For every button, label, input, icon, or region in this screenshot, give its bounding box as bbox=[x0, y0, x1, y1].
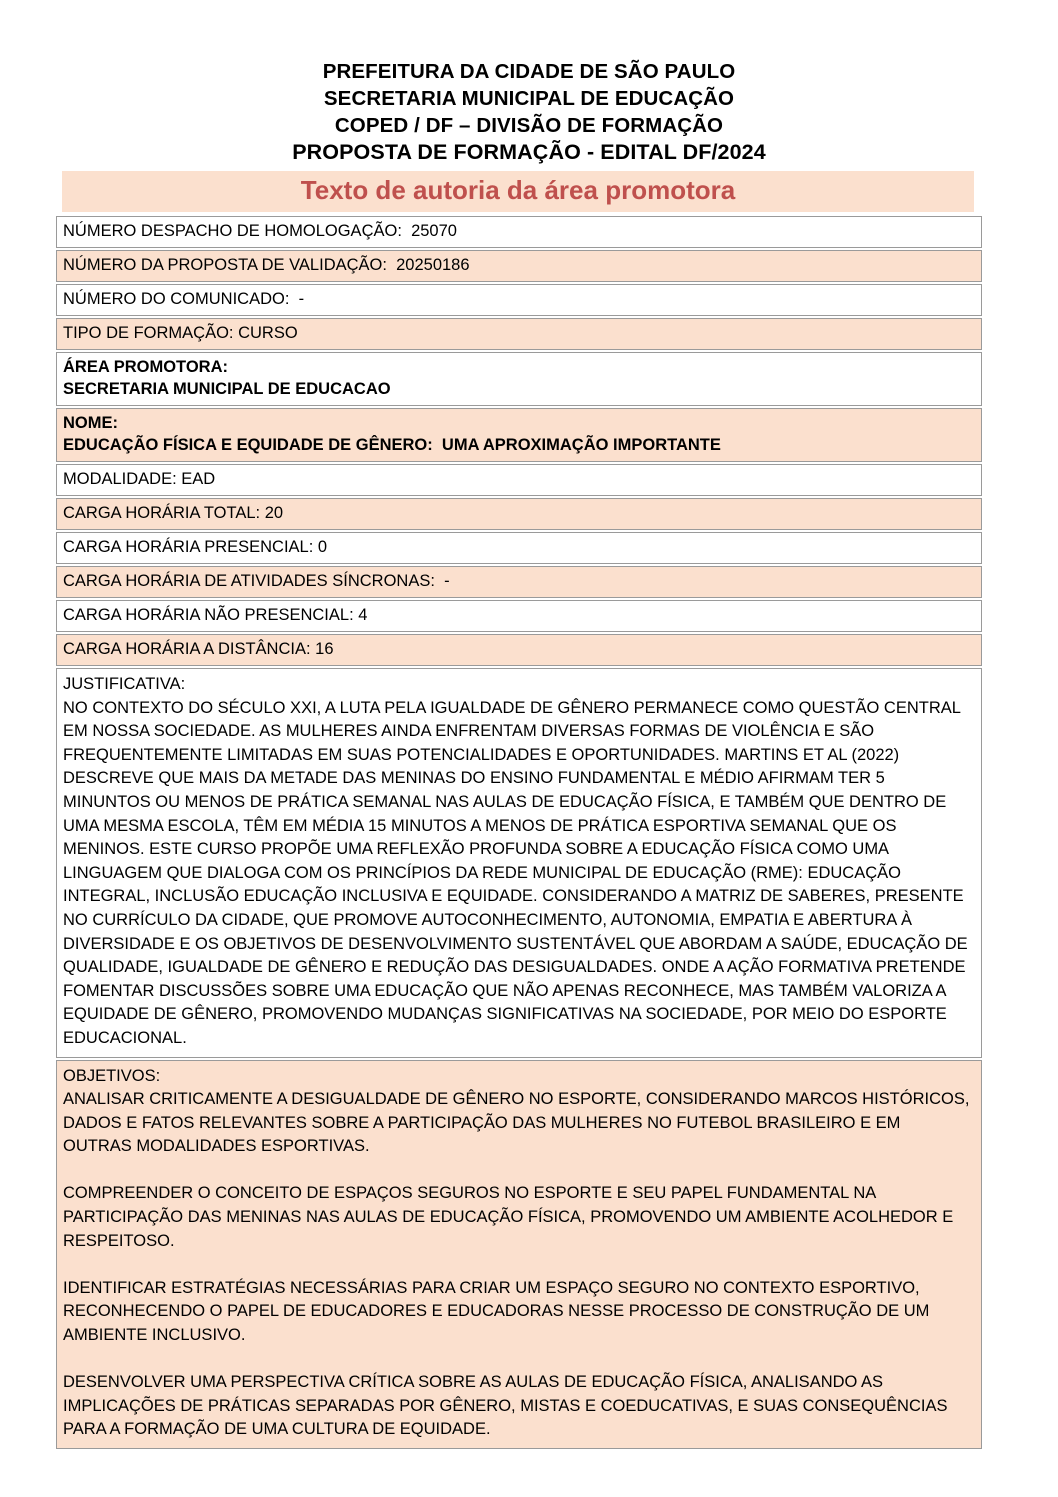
field-text: NÚMERO DO COMUNICADO: - bbox=[63, 290, 305, 308]
objetivos-paragraph-2: COMPREENDER O CONCEITO DE ESPAÇOS SEGUROS NO ESPORTE E SEU PAPEL FUNDAMENTAL NA PARTICIPAÇÃO DAS MENINAS NAS AULAS DE EDUCAÇÃO FÍSICA, PROMOVENDO UM AMBIENTE ACOLHEDOR E RESPEITOSO. bbox=[63, 1184, 958, 1250]
justificativa-label: JUSTIFICATIVA: bbox=[63, 675, 186, 693]
field-modalidade bbox=[56, 464, 982, 496]
banner-title: Texto de autoria da área promotora bbox=[300, 175, 736, 205]
table-row bbox=[56, 600, 982, 632]
title-banner bbox=[62, 171, 974, 212]
field-numero-despacho bbox=[56, 216, 982, 248]
table-row bbox=[56, 318, 982, 350]
objetivos-label: OBJETIVOS: bbox=[63, 1066, 161, 1085]
field-area-promotora bbox=[56, 352, 982, 406]
field-text: CARGA HORÁRIA TOTAL: 20 bbox=[63, 504, 284, 522]
table-row bbox=[56, 498, 982, 530]
field-text: NÚMERO DA PROPOSTA DE VALIDAÇÃO: 20250186 bbox=[63, 256, 470, 274]
proposal-fields-table bbox=[56, 214, 982, 1451]
field-text: NÚMERO DESPACHO DE HOMOLOGAÇÃO: 25070 bbox=[63, 222, 457, 240]
header-line-3: COPED / DF – DIVISÃO DE FORMAÇÃO bbox=[334, 114, 724, 137]
field-value: EDUCAÇÃO FÍSICA E EQUIDADE DE GÊNERO: UMA APROXIMAÇÃO IMPORTANTE bbox=[63, 436, 721, 454]
objetivos-spacer bbox=[63, 1348, 973, 1372]
field-carga-horaria-nao-presencial bbox=[56, 600, 982, 632]
objetivos-paragraph-4: DESENVOLVER UMA PERSPECTIVA CRÍTICA SOBRE AS AULAS DE EDUCAÇÃO FÍSICA, ANALISANDO AS IMPLICAÇÕES DE PRÁTICAS SEPARADAS POR GÊNERO, MISTAS E COEDUCATIVAS, E SUAS CONSEQUÊNCIAS PARA A FORMAÇÃO DE UMA CULTURA DE EQUIDADE. bbox=[63, 1373, 953, 1439]
field-carga-horaria-sincronas bbox=[56, 566, 982, 598]
table-row bbox=[56, 1060, 982, 1450]
field-tipo-formacao bbox=[56, 318, 982, 350]
table-row bbox=[56, 634, 982, 666]
field-value: SECRETARIA MUNICIPAL DE EDUCACAO bbox=[63, 380, 391, 398]
field-carga-horaria-distancia bbox=[56, 634, 982, 666]
objetivos-paragraph-1: ANALISAR CRITICAMENTE A DESIGUALDADE DE GÊNERO NO ESPORTE, CONSIDERANDO MARCOS HISTÓRICOS, DADOS E FATOS RELEVANTES SOBRE A PARTICIPAÇÃO DAS MULHERES NO FUTEBOL BRASILEIRO E EM OUTRAS MODALIDADES ESPORTIVAS. bbox=[63, 1090, 975, 1156]
field-carga-horaria-total bbox=[56, 498, 982, 530]
header-line-4: PROPOSTA DE FORMAÇÃO - EDITAL DF/2024 bbox=[292, 140, 766, 164]
table-row bbox=[56, 464, 982, 496]
header-line-1: PREFEITURA DA CIDADE DE SÃO PAULO bbox=[322, 60, 736, 83]
table-row bbox=[56, 352, 982, 406]
field-text: CARGA HORÁRIA PRESENCIAL: 0 bbox=[63, 538, 328, 556]
field-numero-proposta bbox=[56, 250, 982, 282]
field-nome bbox=[56, 408, 982, 462]
field-label: ÁREA PROMOTORA: bbox=[63, 358, 228, 376]
header-line-2: SECRETARIA MUNICIPAL DE EDUCAÇÃO bbox=[323, 87, 735, 110]
field-text: TIPO DE FORMAÇÃO: CURSO bbox=[63, 324, 298, 342]
table-row bbox=[56, 250, 982, 282]
document-header bbox=[0, 0, 1058, 166]
objetivos-spacer bbox=[63, 1159, 973, 1183]
table-row bbox=[56, 532, 982, 564]
field-label: NOME: bbox=[63, 414, 118, 432]
table-row bbox=[56, 216, 982, 248]
field-carga-horaria-presencial bbox=[56, 532, 982, 564]
field-text: MODALIDADE: EAD bbox=[63, 470, 216, 488]
table-row bbox=[56, 284, 982, 316]
field-numero-comunicado bbox=[56, 284, 982, 316]
justificativa-body: NO CONTEXTO DO SÉCULO XXI, A LUTA PELA IGUALDADE DE GÊNERO PERMANECE COMO QUESTÃO CENTRAL EM NOSSA SOCIEDADE. AS MULHERES AINDA ENFRENTAM DIVERSAS FORMAS DE VIOLÊNCIA E SÃO FREQUENTEMENTE LIMITADAS EM SUAS POTENCIALIDADES E OPORTUNIDADES. MARTINS ET AL (2022) DESCREVE QUE MAIS DA METADE DAS MENINAS DO ENSINO FUNDAMENTAL E MÉDIO AFIRMAM TER 5 MINUNTOS OU MENOS DE PRÁTICA SEMANAL NAS AULAS DE EDUCAÇÃO FÍSICA, E TAMBÉM QUE DENTRO DE UMA MESMA ESCOLA, TÊM EM MÉDIA 15 MINUTOS A MENOS DE PRÁTICA ESPORTIVA SEMANAL QUE OS MENINOS. ESTE CURSO PROPÕE UMA REFLEXÃO PROFUNDA SOBRE A EDUCAÇÃO FÍSICA COMO UMA LINGUAGEM QUE DIALOGA COM OS PRINCÍPIOS DA REDE MUNICIPAL DE EDUCAÇÃO (RME): EDUCAÇÃO INTEGRAL, INCLUSÃO EDUCAÇÃO INCLUSIVA E EQUIDADE. CONSIDERANDO A MATRIZ DE SABERES, PRESENTE NO CURRÍCULO DA CIDADE, QUE PROMOVE AUTOCONHECIMENTO, AUTONOMIA, EMPATIA E ABERTURA À DIVERSIDADE E OS OBJETIVOS DE DESENVOLVIMENTO SUSTENTÁVEL QUE ABORDAM A SAÚDE, EDUCAÇÃO DE QUALIDADE, IGUALDADE DE GÊNERO E REDUÇÃO DAS DESIGUALDADES. ONDE A AÇÃO FORMATIVA PRETENDE FOMENTAR DISCUSSÕES SOBRE UMA EDUCAÇÃO QUE NÃO APENAS RECONHECE, MAS TAMBÉM VALORIZA A EQUIDADE DE GÊNERO, PROMOVENDO MUDANÇAS SIGNIFICATIVAS NA SOCIEDADE, POR MEIO DO ESPORTE EDUCACIONAL. bbox=[63, 698, 973, 1047]
field-text: CARGA HORÁRIA A DISTÂNCIA: 16 bbox=[63, 640, 334, 658]
field-text: CARGA HORÁRIA NÃO PRESENCIAL: 4 bbox=[63, 606, 368, 624]
table-row bbox=[56, 566, 982, 598]
objetivos-spacer bbox=[63, 1253, 973, 1277]
table-row bbox=[56, 408, 982, 462]
table-row bbox=[56, 668, 982, 1058]
section-objetivos bbox=[56, 1060, 982, 1450]
field-text: CARGA HORÁRIA DE ATIVIDADES SÍNCRONAS: - bbox=[63, 572, 450, 590]
objetivos-paragraph-3: IDENTIFICAR ESTRATÉGIAS NECESSÁRIAS PARA CRIAR UM ESPAÇO SEGURO NO CONTEXTO ESPORTIVO, RECONHECENDO O PAPEL DE EDUCADORES E EDUCADORAS NESSE PROCESSO DE CONSTRUÇÃO DE UM AMBIENTE INCLUSIVO. bbox=[63, 1278, 934, 1345]
section-justificativa bbox=[56, 668, 982, 1058]
